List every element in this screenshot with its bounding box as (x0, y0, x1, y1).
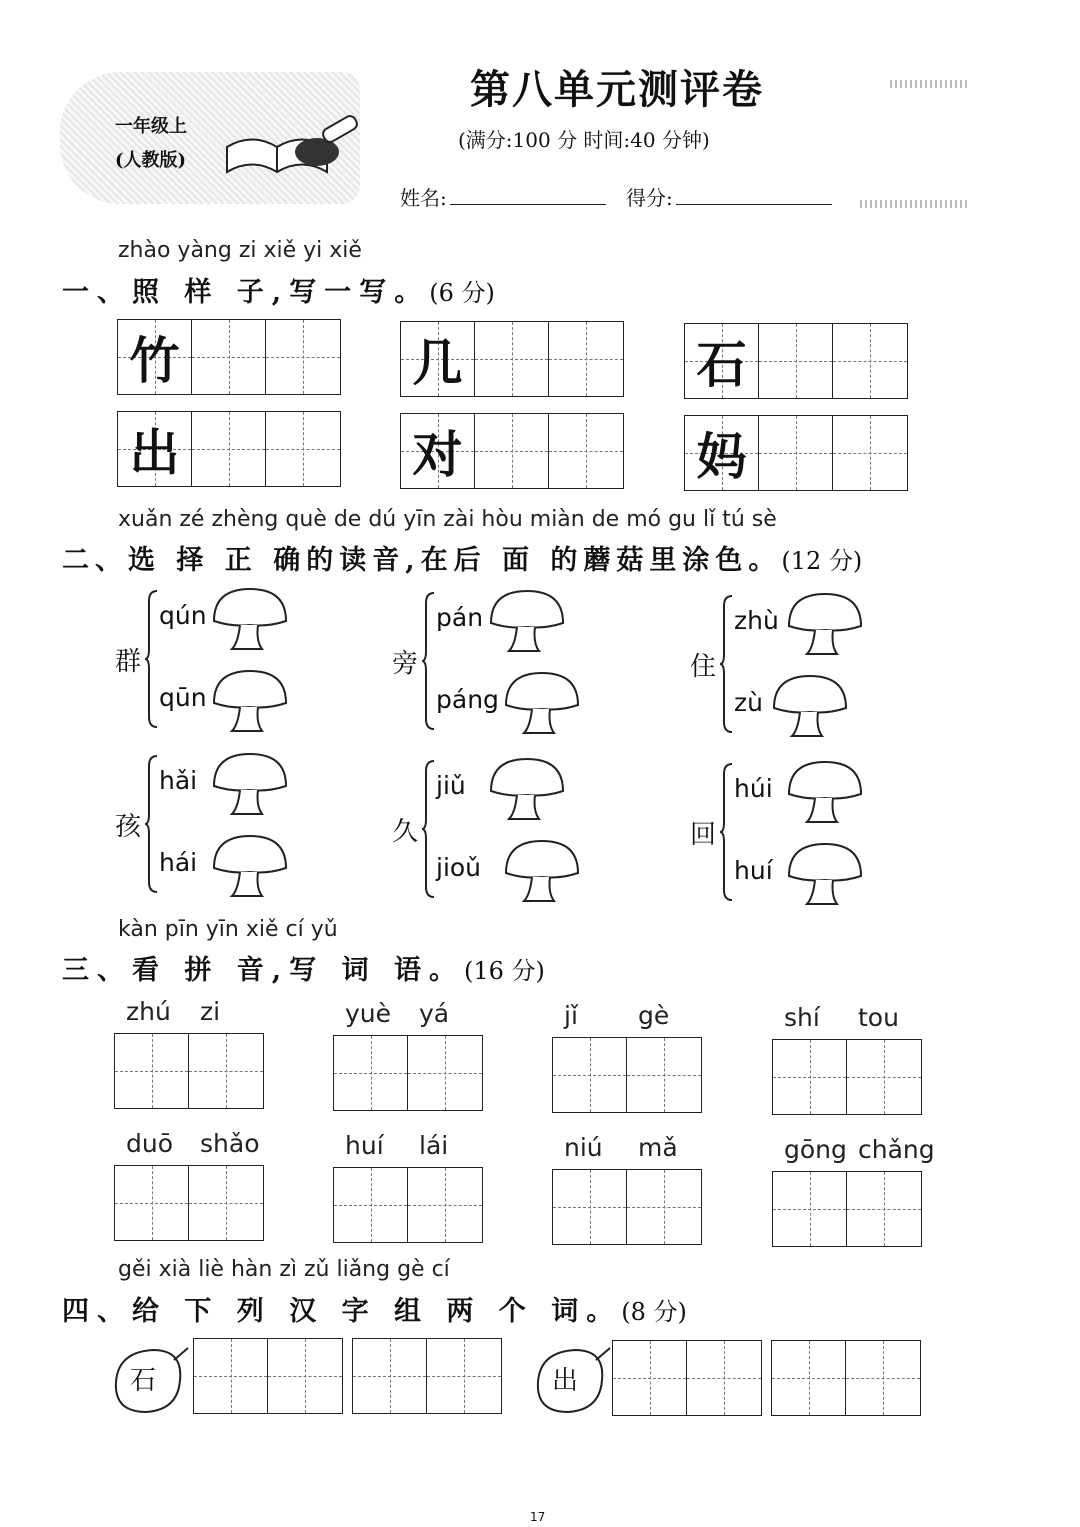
section1-title (62, 270, 495, 309)
leaf-char: 出 (552, 1366, 579, 1396)
word-grid[interactable] (772, 1039, 922, 1115)
pinyin-option: zhù (734, 606, 779, 635)
grid-cell[interactable] (408, 1036, 482, 1110)
mushroom-icon[interactable] (210, 750, 290, 824)
grade-badge (60, 72, 360, 204)
mushroom-icon[interactable] (487, 755, 567, 829)
word-grid[interactable] (193, 1338, 343, 1414)
word-grid[interactable] (771, 1340, 921, 1416)
grid-cell[interactable] (847, 1040, 921, 1114)
practice-grid[interactable] (400, 321, 624, 397)
brace-icon (422, 591, 436, 735)
pinyin-option: huí (734, 856, 773, 885)
brace-icon (145, 589, 159, 733)
leaf-char: 石 (130, 1366, 157, 1396)
leaf-shape (530, 1342, 614, 1422)
word-pinyin: jǐ (564, 1001, 578, 1030)
scan-noise (860, 200, 970, 208)
practice-grid[interactable] (400, 413, 624, 489)
grid-cell[interactable] (189, 1034, 263, 1108)
word-pinyin: lái (419, 1131, 449, 1160)
mushroom-icon[interactable] (210, 585, 290, 659)
word-pinyin: yá (419, 999, 450, 1028)
word-pinyin: mǎ (638, 1133, 678, 1162)
word-pinyin: gōng (784, 1135, 847, 1164)
section2-title-text: 二、选 择 正 确的读音,在后 面 的蘑菇里涂色。 (62, 545, 782, 576)
pronunciation-question (392, 587, 642, 757)
grid-cell (118, 412, 192, 486)
page-subtitle: (满分:100 分 时间:40 分钟) (458, 128, 710, 152)
grid-cell (118, 320, 192, 394)
mushroom-icon[interactable] (210, 832, 290, 906)
grid-cell[interactable] (334, 1168, 408, 1242)
word-pinyin: tou (858, 1003, 899, 1032)
word-pinyin: shǎo (200, 1129, 260, 1158)
question-char: 住 (690, 652, 717, 682)
score-label: 得分: (626, 186, 673, 210)
word-grid[interactable] (333, 1035, 483, 1111)
section4-title-text: 四、给 下 列 汉 字 组 两 个 词。 (62, 1296, 622, 1327)
mushroom-icon[interactable] (785, 840, 865, 914)
grid-cell[interactable] (549, 322, 623, 396)
mushroom-icon[interactable] (502, 669, 582, 743)
pinyin-option: jioǔ (436, 853, 482, 882)
pinyin-option: hǎi (159, 766, 198, 795)
practice-grid[interactable] (684, 323, 908, 399)
word-grid[interactable] (772, 1171, 922, 1247)
pronunciation-question (115, 750, 365, 920)
grid-cell[interactable] (613, 1341, 687, 1415)
mushroom-icon[interactable] (502, 837, 582, 911)
grid-cell (685, 416, 759, 490)
section4-pinyin: gěi xià liè hàn zì zǔ liǎng gè cí (118, 1257, 450, 1282)
grid-cell[interactable] (759, 324, 833, 398)
practice-grid[interactable] (117, 319, 341, 395)
section4-points: (8 分) (621, 1298, 687, 1326)
question-char: 群 (115, 647, 142, 677)
pinyin-option: húi (734, 774, 773, 803)
grid-cell (685, 324, 759, 398)
grid-cell[interactable] (266, 320, 340, 394)
grid-cell[interactable] (189, 1166, 263, 1240)
grid-cell[interactable] (772, 1341, 846, 1415)
section3-points: (16 分) (464, 957, 545, 985)
pinyin-option: hái (159, 848, 198, 877)
grid-cell[interactable] (553, 1170, 627, 1244)
section1-points: (6 分) (429, 279, 495, 307)
word-grid[interactable] (552, 1037, 702, 1113)
grid-cell[interactable] (268, 1339, 342, 1413)
grid-cell[interactable] (846, 1341, 920, 1415)
section3-pinyin: kàn pīn yīn xiě cí yǔ (118, 917, 338, 942)
word-pinyin: chǎng (858, 1135, 935, 1164)
word-grid[interactable] (552, 1169, 702, 1245)
section3-title-text: 三、看 拼 音,写 词 语。 (62, 955, 464, 986)
grid-cell (401, 322, 475, 396)
question-char: 回 (690, 820, 717, 850)
word-pinyin: yuè (345, 999, 392, 1028)
page-number: 17 (530, 1510, 546, 1524)
grid-cell[interactable] (192, 320, 266, 394)
pinyin-option: qūn (159, 683, 207, 712)
question-char: 旁 (392, 649, 419, 679)
grid-cell[interactable] (353, 1339, 427, 1413)
pinyin-option: pán (436, 603, 484, 632)
mushroom-icon[interactable] (785, 590, 865, 664)
word-grid[interactable] (114, 1165, 264, 1241)
practice-grid[interactable] (684, 415, 908, 491)
word-pinyin: huí (345, 1131, 384, 1160)
grid-cell[interactable] (115, 1166, 189, 1240)
mushroom-icon[interactable] (210, 667, 290, 741)
question-char: 孩 (115, 812, 142, 842)
word-pinyin: shí (784, 1003, 820, 1032)
word-grid[interactable] (612, 1340, 762, 1416)
name-field[interactable] (450, 204, 606, 205)
grid-cell[interactable] (408, 1168, 482, 1242)
word-grid[interactable] (114, 1033, 264, 1109)
grid-cell[interactable] (833, 324, 907, 398)
model-char: 竹 (129, 331, 180, 390)
practice-grid[interactable] (117, 411, 341, 487)
pinyin-option: jiǔ (436, 771, 466, 800)
model-char: 几 (412, 333, 463, 392)
scan-noise (890, 80, 970, 88)
grid-cell[interactable] (773, 1040, 847, 1114)
grid-cell[interactable] (549, 414, 623, 488)
book-pen-icon (222, 112, 372, 182)
grid-cell[interactable] (833, 416, 907, 490)
score-field[interactable] (676, 204, 832, 205)
word-pinyin: niú (564, 1133, 603, 1162)
pronunciation-question (690, 758, 940, 928)
grid-cell[interactable] (553, 1038, 627, 1112)
brace-icon (145, 754, 159, 898)
grid-cell[interactable] (475, 322, 549, 396)
pronunciation-question (690, 590, 940, 760)
question-char: 久 (392, 817, 419, 847)
page-title: 第八单元测评卷 (470, 66, 764, 113)
section2-pinyin: xuǎn zé zhèng què de dú yīn zài hòu miàn de mó gu lǐ tú sè (118, 507, 777, 532)
model-char: 石 (696, 335, 747, 394)
model-char: 对 (412, 425, 463, 484)
section4-title (62, 1289, 687, 1328)
grid-cell[interactable] (192, 412, 266, 486)
word-grid[interactable] (333, 1167, 483, 1243)
pinyin-option: zù (734, 688, 763, 717)
pinyin-option: qún (159, 601, 207, 630)
edition-label: (人教版) (115, 150, 187, 171)
grid-cell[interactable] (847, 1172, 921, 1246)
leaf-shape (108, 1342, 192, 1422)
pinyin-option: páng (436, 685, 499, 714)
name-label: 姓名: (400, 186, 447, 210)
word-pinyin: gè (638, 1001, 670, 1030)
grid-cell[interactable] (687, 1341, 761, 1415)
grid-cell[interactable] (475, 414, 549, 488)
grid-cell[interactable] (266, 412, 340, 486)
section1-title-text: 一、照 样 子,写一写。 (62, 277, 430, 308)
section1-pinyin: zhào yàng zi xiě yi xiě (118, 238, 362, 263)
word-pinyin: zhú (126, 997, 171, 1026)
grid-cell[interactable] (427, 1339, 501, 1413)
pronunciation-question (115, 585, 365, 755)
grade-label: 一年级上 (115, 116, 187, 137)
section2-title (62, 538, 862, 577)
mushroom-icon[interactable] (785, 758, 865, 832)
mushroom-icon[interactable] (487, 587, 567, 661)
pronunciation-question (392, 755, 642, 925)
word-pinyin: zi (200, 997, 221, 1026)
grid-cell (401, 414, 475, 488)
section3-title (62, 948, 545, 987)
grid-cell[interactable] (773, 1172, 847, 1246)
word-pinyin: duō (126, 1129, 174, 1158)
grid-cell[interactable] (115, 1034, 189, 1108)
model-char: 出 (129, 423, 180, 482)
grid-cell[interactable] (759, 416, 833, 490)
grid-cell[interactable] (194, 1339, 268, 1413)
model-char: 妈 (696, 427, 747, 486)
brace-icon (422, 759, 436, 903)
brace-icon (720, 762, 734, 906)
grid-cell[interactable] (627, 1038, 701, 1112)
brace-icon (720, 594, 734, 738)
word-grid[interactable] (352, 1338, 502, 1414)
mushroom-icon[interactable] (770, 672, 850, 746)
grid-cell[interactable] (334, 1036, 408, 1110)
grid-cell[interactable] (627, 1170, 701, 1244)
section2-points: (12 分) (781, 547, 863, 575)
